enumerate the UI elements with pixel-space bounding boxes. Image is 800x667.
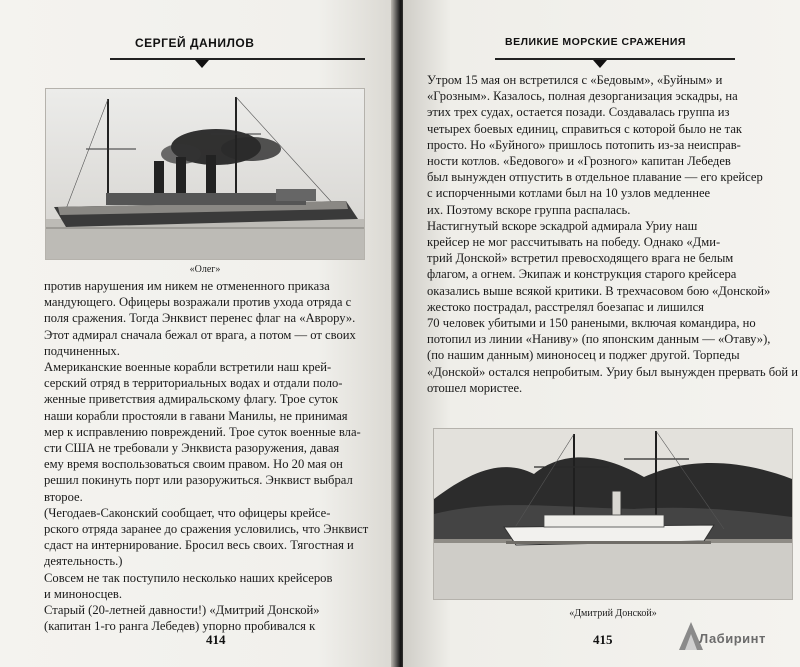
- text-line: деятельность.): [44, 554, 123, 569]
- text-line: был вынужден отпустить в отдельное плавание — его крейсер: [427, 170, 763, 185]
- text-line: второе.: [44, 489, 83, 504]
- text-line: решил покинуть порт или разоружиться. Энквист выбрал: [44, 473, 353, 488]
- right-running-head-text: ВЕЛИКИЕ МОРСКИЕ СРАЖЕНИЯ: [505, 36, 686, 48]
- text-line: жестоко пострадал, расстрелял боезапас и лишился: [427, 299, 704, 314]
- text-line: Старый (20-летней давности!) «Дмитрий Донской»: [44, 603, 320, 618]
- cruiser-oleg-photo: [45, 88, 365, 260]
- text-line: сти США не требовали у Энквиста разоружения, давая: [44, 441, 340, 456]
- right-page: [403, 0, 800, 667]
- text-line: четырех боевых единиц, справиться с которой было не так: [427, 121, 743, 136]
- text-line: 70 человек убитыми и 150 ранеными, включая командира, но: [427, 316, 756, 331]
- cruiser-dmitry-donskoy-photo: [433, 428, 793, 600]
- text-line: сдаст на интернирование. Бросил весь своих. Тягостная и: [44, 538, 354, 553]
- left-body-text: [44, 278, 379, 634]
- text-line: ности котлов. «Бедового» и «Грозного» капитан Лебедев: [427, 154, 731, 169]
- text-line: этих трех судах, остается позади. Создавалась группа из: [427, 105, 730, 120]
- text-line: женные приветствия адмиральскому флагу. Трое суток: [44, 392, 339, 407]
- text-line: флагом, а огнем. Экипаж и конструкция старого крейсера: [427, 267, 737, 282]
- cruiser-oleg-image: [46, 89, 364, 259]
- right-head-rule: [495, 58, 735, 60]
- cruiser-dmitry-donskoy-image: [434, 429, 792, 599]
- text-line: потопил из линии «Наниву» (по японским данным — «Отаву»),: [427, 332, 771, 347]
- left-page-number: 414: [206, 632, 226, 647]
- text-line: Утром 15 мая он встретился с «Бедовым», «Буйным» и: [427, 73, 723, 87]
- text-line: ему время воспользоваться своим правом. Но 20 мая он: [44, 457, 343, 472]
- right-running-head: [505, 36, 745, 54]
- text-line: (по нашим данным) миноносец и поджег другой. Торпеды: [427, 348, 740, 363]
- text-line: против нарушения им никем не отмененного приказа: [44, 279, 330, 293]
- text-line: просто. Но «Буйного» пришлось потопить из-за неисправ-: [427, 137, 741, 152]
- watermark-text: Лабиринт: [699, 631, 766, 646]
- text-line: мандующего. Офицеры возражали против ухода отряда с: [44, 295, 352, 310]
- text-line: и миноносцев.: [44, 586, 122, 601]
- text-line: (Чегодаев-Саконский сообщает, что офицеры крейсе-: [44, 505, 331, 520]
- text-line: крейсер не мог рассчитывать на победу. Однако «Дми-: [427, 235, 721, 250]
- text-line: наши корабли простояли в гавани Манилы, не принимая: [44, 408, 348, 423]
- left-head-ornament: [195, 60, 209, 68]
- right-body-text: [427, 72, 799, 396]
- left-running-head: [135, 36, 315, 54]
- text-line: Совсем не так поступило несколько наших крейсеров: [44, 570, 333, 585]
- text-line: рского отряда заранее до сражения условились, что Энквист: [44, 522, 369, 537]
- text-line: «Грозным». Казалось, полная дезорганизация эскадры, на: [427, 89, 738, 104]
- text-line: их. Поэтому вскоре группа распалась.: [427, 202, 631, 217]
- left-head-rule: [110, 58, 365, 60]
- text-line: трий Донской» встретил превосходящего врага не белым: [427, 251, 734, 266]
- text-line: с испорченными котлами был на 10 узлов медленнее: [427, 186, 711, 201]
- left-running-head-text: СЕРГЕЙ ДАНИЛОВ: [135, 36, 255, 50]
- text-line: Этот адмирал сначала бежал от врага, а потом — от своих: [44, 327, 356, 342]
- text-line: подчиненных.: [44, 343, 120, 358]
- text-line: мер к исправлению повреждений. Трое суток военные вла-: [44, 424, 361, 439]
- text-line: Настигнутый вскоре эскадрой адмирала Уриу наш: [427, 218, 698, 233]
- left-page: [0, 0, 397, 667]
- donskoy-photo-caption: «Дмитрий Донской»: [569, 608, 657, 619]
- right-head-ornament: [593, 60, 607, 68]
- text-line: «Донской» остался непробитым. Уриу был вынужден прервать бой и: [427, 364, 799, 379]
- text-line: отошел мористее.: [427, 380, 523, 395]
- text-line: поля сражения. Тогда Энквист перенес флаг на «Аврору».: [44, 311, 356, 326]
- right-page-number: 415: [593, 632, 613, 647]
- text-line: оказались выше всякой критики. В трехчасовом бою «Донской»: [427, 283, 771, 298]
- text-line: Американские военные корабли встретили наш крей-: [44, 360, 332, 375]
- text-line: (капитан 1-го ранга Лебедев) упорно пробивался к: [44, 619, 316, 634]
- text-line: серский отряд в территориальных водах и отдали поло-: [44, 376, 343, 391]
- oleg-photo-caption: «Олег»: [189, 264, 221, 275]
